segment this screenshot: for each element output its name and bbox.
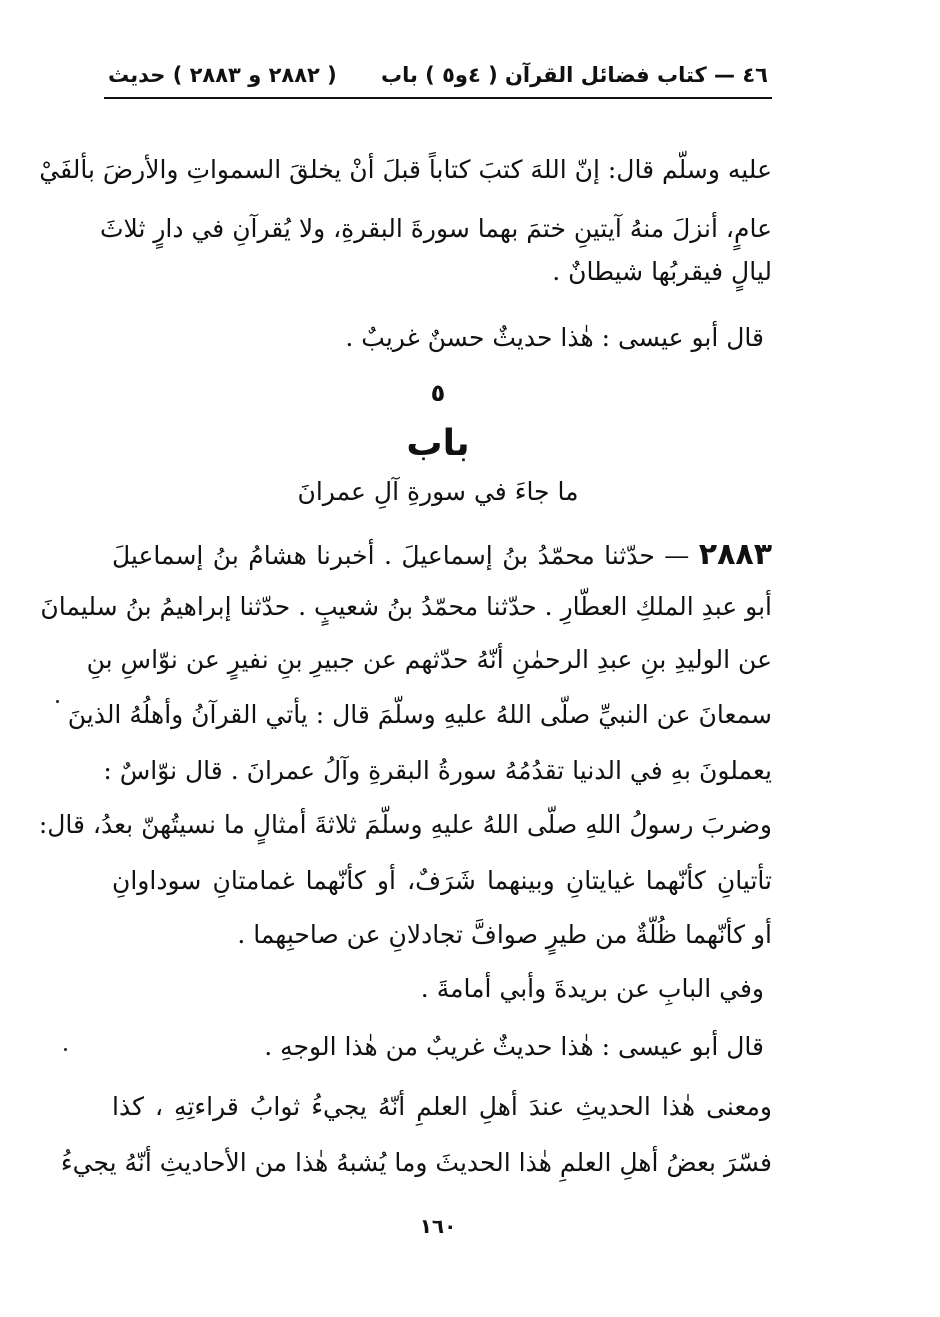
para-last-line-1: ومعنى هٰذا الحديثِ عندَ أهلِ العلمِ أنّهُ يجيءُ ثوابُ قراءتِهِ ، كذا [112,1092,772,1121]
hadith-line-7: تأتيانِ كأنّهما غيايتانِ وبينهما شَرَفٌ، أو كأنّهما غمامتانِ سوداوانِ [112,866,772,895]
running-head-hadith-range: ( ٢٨٨٢ و ٢٨٨٣ ) حديث [108,63,337,87]
scan-speck [56,700,59,703]
chapter-title: ما جاءَ في سورةِ آلِ عمرانَ [297,477,579,506]
hadith-line-1 [112,530,772,581]
para1-line-2: عامٍ، أنزلَ منهُ آيتينِ ختمَ بهما سورةَ البقرةِ، ولا يُقرآنِ في دارٍ ثلاثَ [100,214,772,243]
fil-bab-note: وفي البابِ عن بريدةَ وأبي أمامةَ . [420,974,764,1003]
hadith-line-5: يعملونَ بهِ في الدنيا تقدُمُهُ سورةُ البقرةِ وآلُ عمرانَ . قال نوّاسٌ : [103,756,772,785]
abu-isa-comment-1: قال أبو عيسى : هٰذا حديثٌ حسنٌ غريبٌ . [345,323,764,352]
hadith-line-1-text: — حدّثنا محمّدُ بنُ إسماعيلَ . أخبرنا هشامُ بنُ إسماعيلَ [112,541,690,570]
running-head-title: ٤٦ — كتاب فضائل القرآن ( ٤و٥ ) باب [380,63,768,87]
chapter-heading: باب [406,423,470,464]
para-last-line-2: فسّرَ بعضُ أهلِ العلمِ هٰذا الحديثَ وما يُشبهُ هٰذا من الأحاديثِ أنّهُ يجيءُ [60,1148,772,1177]
chapter-number: ٥ [430,379,446,407]
hadith-line-8: أو كأنّهما ظُلّةٌ من طيرٍ صوافَّ تجادلانِ عن صاحبِهما . [237,920,772,949]
scan-speck [64,1048,67,1051]
hadith-line-6: وضربَ رسولُ اللهِ صلّى اللهُ عليهِ وسلّمَ ثلاثةَ أمثالٍ ما نسيتُهنّ بعدُ، قال: [38,810,772,839]
running-head [108,58,768,92]
page-number: ١٦٠ [419,1214,457,1238]
hadith-line-4: سمعانَ عن النبيِّ صلّى اللهُ عليهِ وسلّمَ قال : يأتي القرآنُ وأهلُهُ الذينَ [67,700,772,729]
hadith-line-3: عن الوليدِ بنِ عبدِ الرحمٰنِ أنّهُ حدّثهم عن جبيرِ بنِ نفيرٍ عن نوّاسِ بنِ [86,645,772,674]
para1-line-3: ليالٍ فيقربُها شيطانٌ . [552,257,772,286]
para1-line-1: عليه وسلّم قال: إنّ اللهَ كتبَ كتاباً قبلَ أنْ يخلقَ السمواتِ والأرضَ بألفَيْ [39,155,772,184]
hadith-number: ٢٨٨٣ [698,537,773,572]
hadith-line-2: أبو عبدِ الملكِ العطّارِ . حدّثنا محمّدُ بنُ شعيبٍ . حدّثنا إبراهيمُ بنُ سليمانَ [40,592,772,621]
abu-isa-comment-2: قال أبو عيسى : هٰذا حديثٌ غريبٌ من هٰذا الوجهِ . [264,1032,764,1061]
header-rule [104,97,772,99]
